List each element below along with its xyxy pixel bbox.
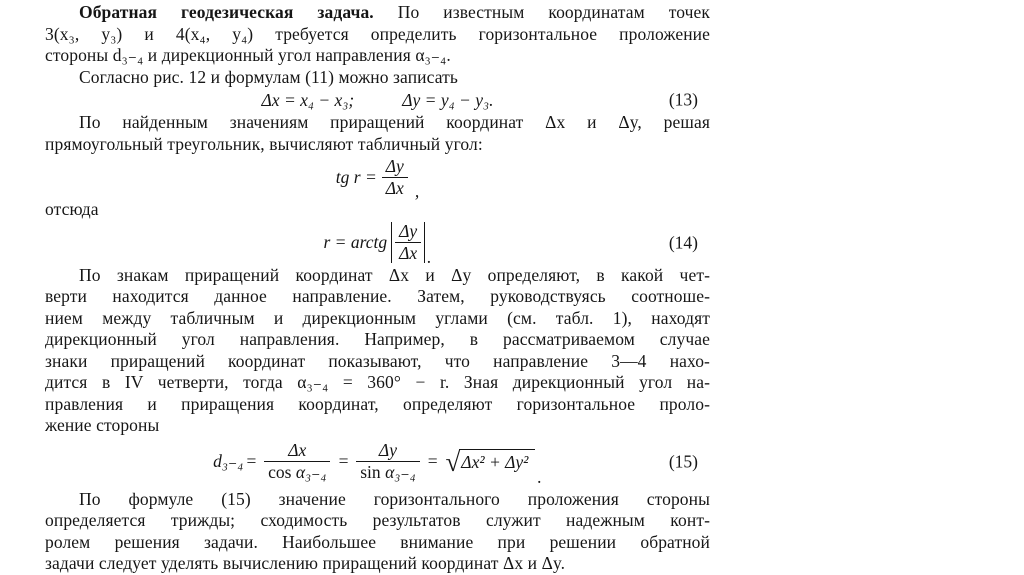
equation-15-tail: . <box>537 466 542 487</box>
text-line: нием между табличным и дирекционным углами (см. табл. 1), находят <box>45 307 710 328</box>
text-line: прямоугольный треугольник, вычисляют табличный угол: <box>45 133 483 154</box>
equation-14-lhs: r = arctg <box>323 232 388 252</box>
equation-13 <box>45 88 710 112</box>
alpha-subscript: α₃₋₄ <box>295 462 327 482</box>
equation-14-tail: . <box>427 246 432 267</box>
absolute-value-bars <box>391 222 425 263</box>
equation-tg-lhs: tg r = <box>335 166 377 187</box>
sin-function: sin <box>360 462 381 482</box>
fraction-numerator: Δy <box>382 157 408 178</box>
text-line: стороны d₃₋₄ и дирекционный угол направления α₃₋₄. <box>45 45 451 65</box>
text-line: По формуле (15) значение горизонтального проложения стороны <box>79 488 710 509</box>
text-line: знаки приращений координат показывают, что направление 3—4 нахо- <box>45 350 710 371</box>
text-line: 3(x₃, y₃) и 4(x₄, y₄) требуется определить горизонтальное проложение <box>45 23 710 44</box>
text-column <box>45 2 710 575</box>
equals-sign: = <box>245 451 258 471</box>
text-line: По найденным значениям приращений координат Δx и Δy, решая <box>79 112 710 132</box>
fraction-numerator: Δx <box>264 441 330 462</box>
fraction-denominator <box>356 462 419 482</box>
alpha-subscript: α₃₋₄ <box>385 462 416 482</box>
text-line: задачи следует уделять вычислению приращений координат Δx и Δy. <box>45 553 566 573</box>
radicand: Δx² + Δy² <box>459 449 535 472</box>
fraction <box>395 222 421 263</box>
text-line: верти находится данное направление. Затем, руководствуясь соотноше- <box>45 286 710 306</box>
radical-sign: √ <box>445 446 461 477</box>
text-line: По знакам приращений координат Δx и Δy определяют, в какой чет- <box>79 264 710 285</box>
fraction <box>356 441 419 482</box>
text-line: отсюда <box>45 199 99 219</box>
cos-function: cos <box>268 462 292 482</box>
text-line: Согласно рис. 12 и формулам (11) можно записать <box>79 66 458 87</box>
equation-tg <box>45 155 710 199</box>
equation-14 <box>45 221 710 265</box>
equals-sign: = <box>426 451 439 471</box>
equation-15 <box>45 439 710 485</box>
square-root <box>445 446 535 477</box>
paragraph-lead-bold: Обратная геодезическая задача. <box>79 2 374 22</box>
equation-13-number: (13) <box>668 89 698 110</box>
equation-tg-tail: , <box>414 181 420 201</box>
equation-15-lhs: d₃₋₄ <box>213 451 244 471</box>
text-line: определяется трижды; сходимость результатов служит надежным конт- <box>45 510 710 530</box>
fraction-denominator: Δx <box>399 243 418 263</box>
paragraph-text: По известным координатам точек <box>397 2 710 22</box>
fraction-numerator: Δy <box>395 222 421 243</box>
equation-13-rhs: Δy = y₄ − y₃. <box>402 89 494 110</box>
equation-15-number: (15) <box>668 451 698 471</box>
text-line: ролем решения задачи. Наибольшее внимание при решении обратной <box>45 531 710 552</box>
text-line: правления и приращения координат, определяют горизонтальное проло- <box>45 393 710 414</box>
equation-13-lhs: Δx = x₄ − x₃; <box>261 89 355 110</box>
equation-14-number: (14) <box>668 232 698 252</box>
fraction-numerator: Δy <box>356 441 419 462</box>
fraction <box>264 441 330 482</box>
text-line: жение стороны <box>45 415 160 435</box>
fraction <box>382 157 408 198</box>
text-line: дирекционный угол направления. Например, в рассматриваемом случае <box>45 329 710 349</box>
text-line: дится в IV четверти, тогда α₃₋₄ = 360° − r. Зная дирекционный угол на- <box>45 372 710 392</box>
text-line <box>45 2 710 24</box>
fraction-denominator: Δx <box>385 177 404 198</box>
fraction-denominator <box>264 462 330 482</box>
equals-sign: = <box>337 451 350 471</box>
